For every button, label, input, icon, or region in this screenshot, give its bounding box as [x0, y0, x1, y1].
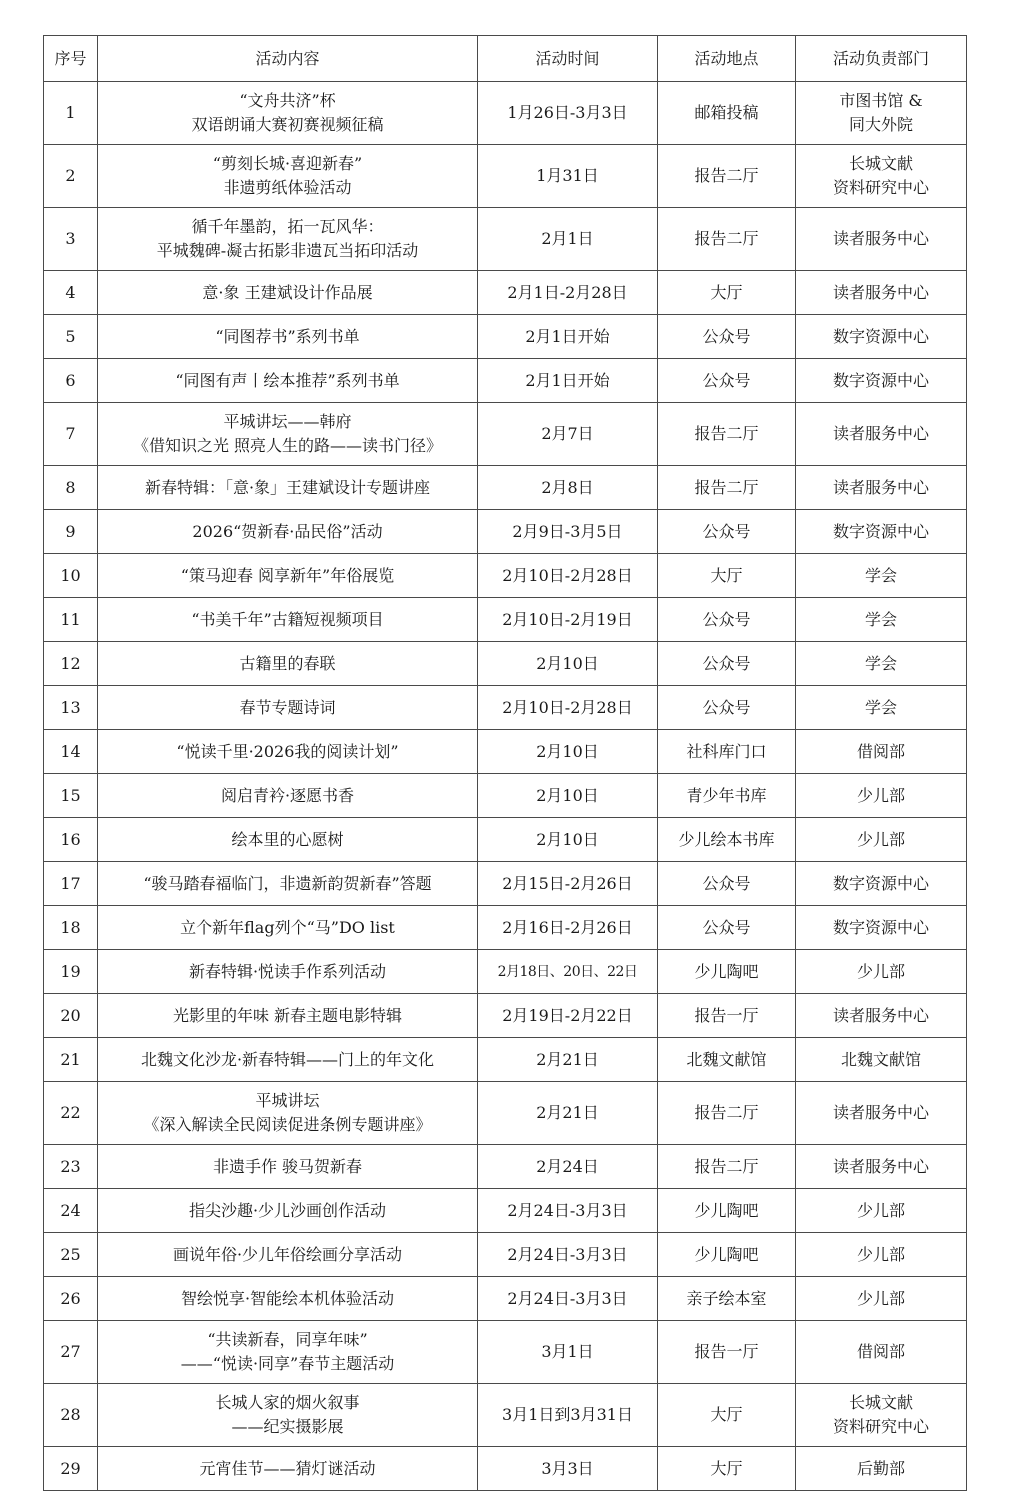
cell-dept — [796, 315, 967, 359]
table-row — [44, 1321, 967, 1384]
content-line: 平城讲坛——韩府 — [223, 412, 352, 431]
dept-line: 借阅部 — [856, 741, 905, 761]
cell-time: 2月10日 — [478, 730, 658, 774]
cell-time: 2月16日-2月26日 — [478, 906, 658, 950]
cell-content — [98, 1189, 478, 1233]
header-no: 序号 — [44, 36, 98, 82]
cell-no: 18 — [44, 906, 98, 950]
content-line: “书美千年”古籍短视频项目 — [191, 609, 384, 629]
cell-no: 1 — [44, 82, 98, 145]
cell-place: 报告一厅 — [658, 994, 796, 1038]
content-line: “骏马踏春福临门，非遗新韵贺新春”答题 — [143, 873, 432, 893]
content-line: 双语朗诵大赛初赛视频征稿 — [191, 115, 384, 134]
cell-dept — [796, 598, 967, 642]
cell-dept — [796, 950, 967, 994]
cell-place: 大厅 — [658, 554, 796, 598]
table-row — [44, 466, 967, 510]
cell-time: 2月1日 — [478, 208, 658, 271]
cell-dept — [796, 82, 967, 145]
table-row — [44, 510, 967, 554]
table-row — [44, 1145, 967, 1189]
content-line: ——纪实摄影展 — [231, 1417, 344, 1436]
cell-dept — [796, 1233, 967, 1277]
cell-place: 亲子绘本室 — [658, 1277, 796, 1321]
cell-content — [98, 208, 478, 271]
cell-place: 公众号 — [658, 906, 796, 950]
cell-dept — [796, 359, 967, 403]
cell-dept — [796, 1321, 967, 1384]
cell-no: 5 — [44, 315, 98, 359]
cell-time: 2月18日、20日、22日 — [478, 950, 658, 994]
cell-time: 1月31日 — [478, 145, 658, 208]
header-content: 活动内容 — [98, 36, 478, 82]
content-line: 阅启青衿·逐愿书香 — [220, 785, 355, 805]
cell-time: 2月21日 — [478, 1082, 658, 1145]
table-row — [44, 686, 967, 730]
cell-time: 2月10日 — [478, 818, 658, 862]
cell-no: 16 — [44, 818, 98, 862]
cell-no: 17 — [44, 862, 98, 906]
content-line: “同图荐书”系列书单 — [215, 326, 360, 346]
dept-line: 同大外院 — [848, 115, 913, 134]
header-dept: 活动负责部门 — [796, 36, 967, 82]
table-row — [44, 906, 967, 950]
cell-content — [98, 466, 478, 510]
content-line: 元宵佳节——猜灯谜活动 — [199, 1458, 376, 1478]
content-line: 画说年俗·少儿年俗绘画分享活动 — [172, 1244, 403, 1264]
content-line: ——“悦读·同享”春节主题活动 — [180, 1354, 395, 1373]
cell-time: 2月10日 — [478, 774, 658, 818]
header-place: 活动地点 — [658, 36, 796, 82]
content-line: “同图有声丨绘本推荐”系列书单 — [175, 370, 400, 390]
cell-place: 报告二厅 — [658, 1082, 796, 1145]
dept-line: 北魏文献馆 — [840, 1049, 921, 1069]
cell-place: 报告二厅 — [658, 466, 796, 510]
cell-no: 6 — [44, 359, 98, 403]
content-line: 《深入解读全民阅读促进条例专题讲座》 — [143, 1115, 432, 1134]
cell-place: 少儿陶吧 — [658, 1189, 796, 1233]
cell-content — [98, 1082, 478, 1145]
cell-time: 2月10日-2月28日 — [478, 554, 658, 598]
table-row — [44, 1233, 967, 1277]
cell-time: 3月3日 — [478, 1447, 658, 1491]
dept-line: 读者服务中心 — [832, 477, 929, 497]
cell-place: 报告二厅 — [658, 145, 796, 208]
cell-content — [98, 994, 478, 1038]
cell-time: 2月7日 — [478, 403, 658, 466]
table-row — [44, 730, 967, 774]
cell-time: 2月10日-2月19日 — [478, 598, 658, 642]
table-row — [44, 82, 967, 145]
content-line: 绘本里的心愿树 — [231, 829, 344, 849]
cell-dept — [796, 1145, 967, 1189]
cell-no: 21 — [44, 1038, 98, 1082]
cell-no: 10 — [44, 554, 98, 598]
cell-place: 少儿绘本书库 — [658, 818, 796, 862]
dept-line: 少儿部 — [856, 1200, 905, 1220]
cell-time: 2月24日-3月3日 — [478, 1277, 658, 1321]
dept-line: 市图书馆 & — [839, 91, 923, 110]
cell-dept — [796, 994, 967, 1038]
cell-content — [98, 1277, 478, 1321]
cell-content — [98, 686, 478, 730]
cell-time: 2月15日-2月26日 — [478, 862, 658, 906]
cell-time: 2月1日开始 — [478, 359, 658, 403]
cell-place: 大厅 — [658, 1384, 796, 1447]
cell-time: 2月24日 — [478, 1145, 658, 1189]
cell-place: 公众号 — [658, 686, 796, 730]
dept-line: 读者服务中心 — [832, 282, 929, 302]
cell-no: 19 — [44, 950, 98, 994]
cell-no: 12 — [44, 642, 98, 686]
content-line: 北魏文化沙龙·新春特辑——门上的年文化 — [140, 1049, 435, 1069]
table-row — [44, 1038, 967, 1082]
dept-line: 学会 — [864, 609, 897, 629]
header-time: 活动时间 — [478, 36, 658, 82]
content-line: 新春特辑：「意·象」王建斌设计专题讲座 — [144, 477, 431, 497]
cell-no: 29 — [44, 1447, 98, 1491]
cell-place: 公众号 — [658, 598, 796, 642]
cell-dept — [796, 271, 967, 315]
content-line: 长城人家的烟火叙事 — [215, 1393, 360, 1412]
cell-content — [98, 1038, 478, 1082]
cell-dept — [796, 208, 967, 271]
cell-place: 公众号 — [658, 862, 796, 906]
cell-no: 26 — [44, 1277, 98, 1321]
cell-content — [98, 82, 478, 145]
table-row — [44, 315, 967, 359]
dept-line: 学会 — [864, 697, 897, 717]
cell-dept — [796, 906, 967, 950]
cell-place: 社科库门口 — [658, 730, 796, 774]
dept-line: 长城文献 — [848, 154, 913, 173]
content-line: 循千年墨韵，拓一瓦风华： — [191, 217, 384, 236]
cell-no: 25 — [44, 1233, 98, 1277]
cell-content — [98, 1384, 478, 1447]
cell-dept — [796, 510, 967, 554]
cell-no: 15 — [44, 774, 98, 818]
cell-content — [98, 359, 478, 403]
cell-place: 报告二厅 — [658, 208, 796, 271]
content-line: 《借知识之光 照亮人生的路——读书门径》 — [132, 436, 443, 455]
cell-time: 2月10日 — [478, 642, 658, 686]
cell-dept — [796, 1082, 967, 1145]
cell-no: 8 — [44, 466, 98, 510]
content-line: “悦读千里·2026我的阅读计划” — [176, 741, 399, 761]
table-row — [44, 359, 967, 403]
cell-dept — [796, 1447, 967, 1491]
dept-line: 读者服务中心 — [832, 1103, 929, 1122]
cell-time: 2月1日-2月28日 — [478, 271, 658, 315]
table-row — [44, 642, 967, 686]
cell-time: 1月26日-3月3日 — [478, 82, 658, 145]
dept-line: 数字资源中心 — [832, 917, 929, 937]
dept-line: 后勤部 — [856, 1458, 905, 1478]
cell-time: 2月24日-3月3日 — [478, 1233, 658, 1277]
cell-time: 2月10日-2月28日 — [478, 686, 658, 730]
content-line: “策马迎春 阅享新年”年俗展览 — [180, 565, 395, 585]
cell-time: 2月19日-2月22日 — [478, 994, 658, 1038]
dept-line: 数字资源中心 — [832, 521, 929, 541]
table-row — [44, 554, 967, 598]
dept-line: 数字资源中心 — [832, 370, 929, 390]
cell-content — [98, 315, 478, 359]
dept-line: 少儿部 — [856, 1288, 905, 1308]
cell-content — [98, 950, 478, 994]
table-row — [44, 145, 967, 208]
cell-no: 24 — [44, 1189, 98, 1233]
cell-no: 28 — [44, 1384, 98, 1447]
cell-dept — [796, 1038, 967, 1082]
cell-place: 北魏文献馆 — [658, 1038, 796, 1082]
cell-place: 公众号 — [658, 510, 796, 554]
table-row — [44, 862, 967, 906]
cell-place: 大厅 — [658, 271, 796, 315]
cell-place: 大厅 — [658, 1447, 796, 1491]
cell-place: 报告一厅 — [658, 1321, 796, 1384]
cell-content — [98, 730, 478, 774]
dept-line: 学会 — [864, 565, 897, 585]
cell-no: 27 — [44, 1321, 98, 1384]
dept-line: 少儿部 — [856, 785, 905, 805]
dept-line: 资料研究中心 — [832, 178, 929, 197]
cell-content — [98, 1321, 478, 1384]
cell-place: 少儿陶吧 — [658, 950, 796, 994]
cell-dept — [796, 1277, 967, 1321]
content-line: 非遗剪纸体验活动 — [223, 178, 352, 197]
dept-line: 少儿部 — [856, 961, 905, 981]
cell-place: 公众号 — [658, 359, 796, 403]
content-line: 2026“贺新春·品民俗”活动 — [192, 521, 383, 541]
cell-time: 2月8日 — [478, 466, 658, 510]
cell-time: 2月21日 — [478, 1038, 658, 1082]
cell-dept — [796, 774, 967, 818]
cell-content — [98, 1145, 478, 1189]
table-row — [44, 271, 967, 315]
cell-dept — [796, 554, 967, 598]
content-line: 非遗手作 骏马贺新春 — [212, 1156, 363, 1176]
dept-line: 少儿部 — [856, 1244, 905, 1264]
dept-line: 借阅部 — [856, 1342, 905, 1361]
cell-time: 3月1日 — [478, 1321, 658, 1384]
cell-content — [98, 145, 478, 208]
table-row — [44, 1082, 967, 1145]
dept-line: 资料研究中心 — [832, 1417, 929, 1436]
cell-no: 2 — [44, 145, 98, 208]
content-line: 光影里的年味 新春主题电影特辑 — [172, 1005, 403, 1025]
cell-place: 青少年书库 — [658, 774, 796, 818]
content-line: 立个新年flag列个“马”DO list — [180, 917, 395, 937]
cell-content — [98, 510, 478, 554]
cell-content — [98, 1447, 478, 1491]
cell-content — [98, 862, 478, 906]
cell-content — [98, 774, 478, 818]
table-row — [44, 1384, 967, 1447]
header-row — [44, 36, 967, 82]
content-line: “共读新春，同享年味” — [207, 1330, 368, 1349]
cell-no: 14 — [44, 730, 98, 774]
cell-no: 7 — [44, 403, 98, 466]
cell-time: 3月1日到3月31日 — [478, 1384, 658, 1447]
cell-content — [98, 1233, 478, 1277]
cell-content — [98, 271, 478, 315]
cell-place: 少儿陶吧 — [658, 1233, 796, 1277]
content-line: “剪刻长城·喜迎新春” — [212, 154, 363, 173]
cell-no: 22 — [44, 1082, 98, 1145]
cell-time: 2月1日开始 — [478, 315, 658, 359]
table-row — [44, 994, 967, 1038]
dept-line: 学会 — [864, 653, 897, 673]
content-line: 意·象 王建斌设计作品展 — [202, 282, 373, 302]
cell-place: 报告二厅 — [658, 403, 796, 466]
table-row — [44, 774, 967, 818]
table-row — [44, 403, 967, 466]
table-row — [44, 1277, 967, 1321]
cell-content — [98, 818, 478, 862]
cell-no: 9 — [44, 510, 98, 554]
content-line: 智绘悦享·智能绘本机体验活动 — [180, 1288, 395, 1308]
cell-content — [98, 906, 478, 950]
table-header — [44, 36, 967, 82]
table-row — [44, 1447, 967, 1491]
cell-no: 3 — [44, 208, 98, 271]
cell-time: 2月9日-3月5日 — [478, 510, 658, 554]
cell-dept — [796, 145, 967, 208]
cell-content — [98, 642, 478, 686]
cell-content — [98, 403, 478, 466]
content-line: 指尖沙趣·少儿沙画创作活动 — [188, 1200, 387, 1220]
dept-line: 读者服务中心 — [832, 1005, 929, 1025]
cell-dept — [796, 403, 967, 466]
cell-dept — [796, 466, 967, 510]
content-line: 新春特辑·悦读手作系列活动 — [188, 961, 387, 981]
cell-no: 20 — [44, 994, 98, 1038]
cell-time: 2月24日-3月3日 — [478, 1189, 658, 1233]
cell-no: 13 — [44, 686, 98, 730]
cell-dept — [796, 1384, 967, 1447]
content-line: 平城讲坛 — [255, 1091, 320, 1110]
cell-place: 报告二厅 — [658, 1145, 796, 1189]
dept-line: 读者服务中心 — [832, 229, 929, 248]
table-row — [44, 950, 967, 994]
dept-line: 读者服务中心 — [832, 1156, 929, 1176]
table-row — [44, 1189, 967, 1233]
activity-schedule-table — [43, 35, 967, 1491]
cell-no: 4 — [44, 271, 98, 315]
content-line: “文舟共济”杯 — [239, 91, 336, 110]
cell-place: 邮箱投稿 — [658, 82, 796, 145]
cell-dept — [796, 1189, 967, 1233]
cell-place: 公众号 — [658, 315, 796, 359]
content-line: 古籍里的春联 — [239, 653, 336, 673]
dept-line: 数字资源中心 — [832, 326, 929, 346]
cell-dept — [796, 686, 967, 730]
dept-line: 数字资源中心 — [832, 873, 929, 893]
table-row — [44, 598, 967, 642]
cell-dept — [796, 730, 967, 774]
content-line: 平城魏碑-凝古拓影非遗瓦当拓印活动 — [156, 241, 419, 260]
cell-content — [98, 554, 478, 598]
table-row — [44, 818, 967, 862]
content-line: 春节专题诗词 — [239, 697, 336, 717]
cell-dept — [796, 818, 967, 862]
dept-line: 长城文献 — [848, 1393, 913, 1412]
table-row — [44, 208, 967, 271]
cell-no: 11 — [44, 598, 98, 642]
dept-line: 少儿部 — [856, 829, 905, 849]
cell-no: 23 — [44, 1145, 98, 1189]
cell-content — [98, 598, 478, 642]
cell-place: 公众号 — [658, 642, 796, 686]
table-body — [44, 82, 967, 1491]
cell-dept — [796, 642, 967, 686]
dept-line: 读者服务中心 — [832, 424, 929, 443]
cell-dept — [796, 862, 967, 906]
